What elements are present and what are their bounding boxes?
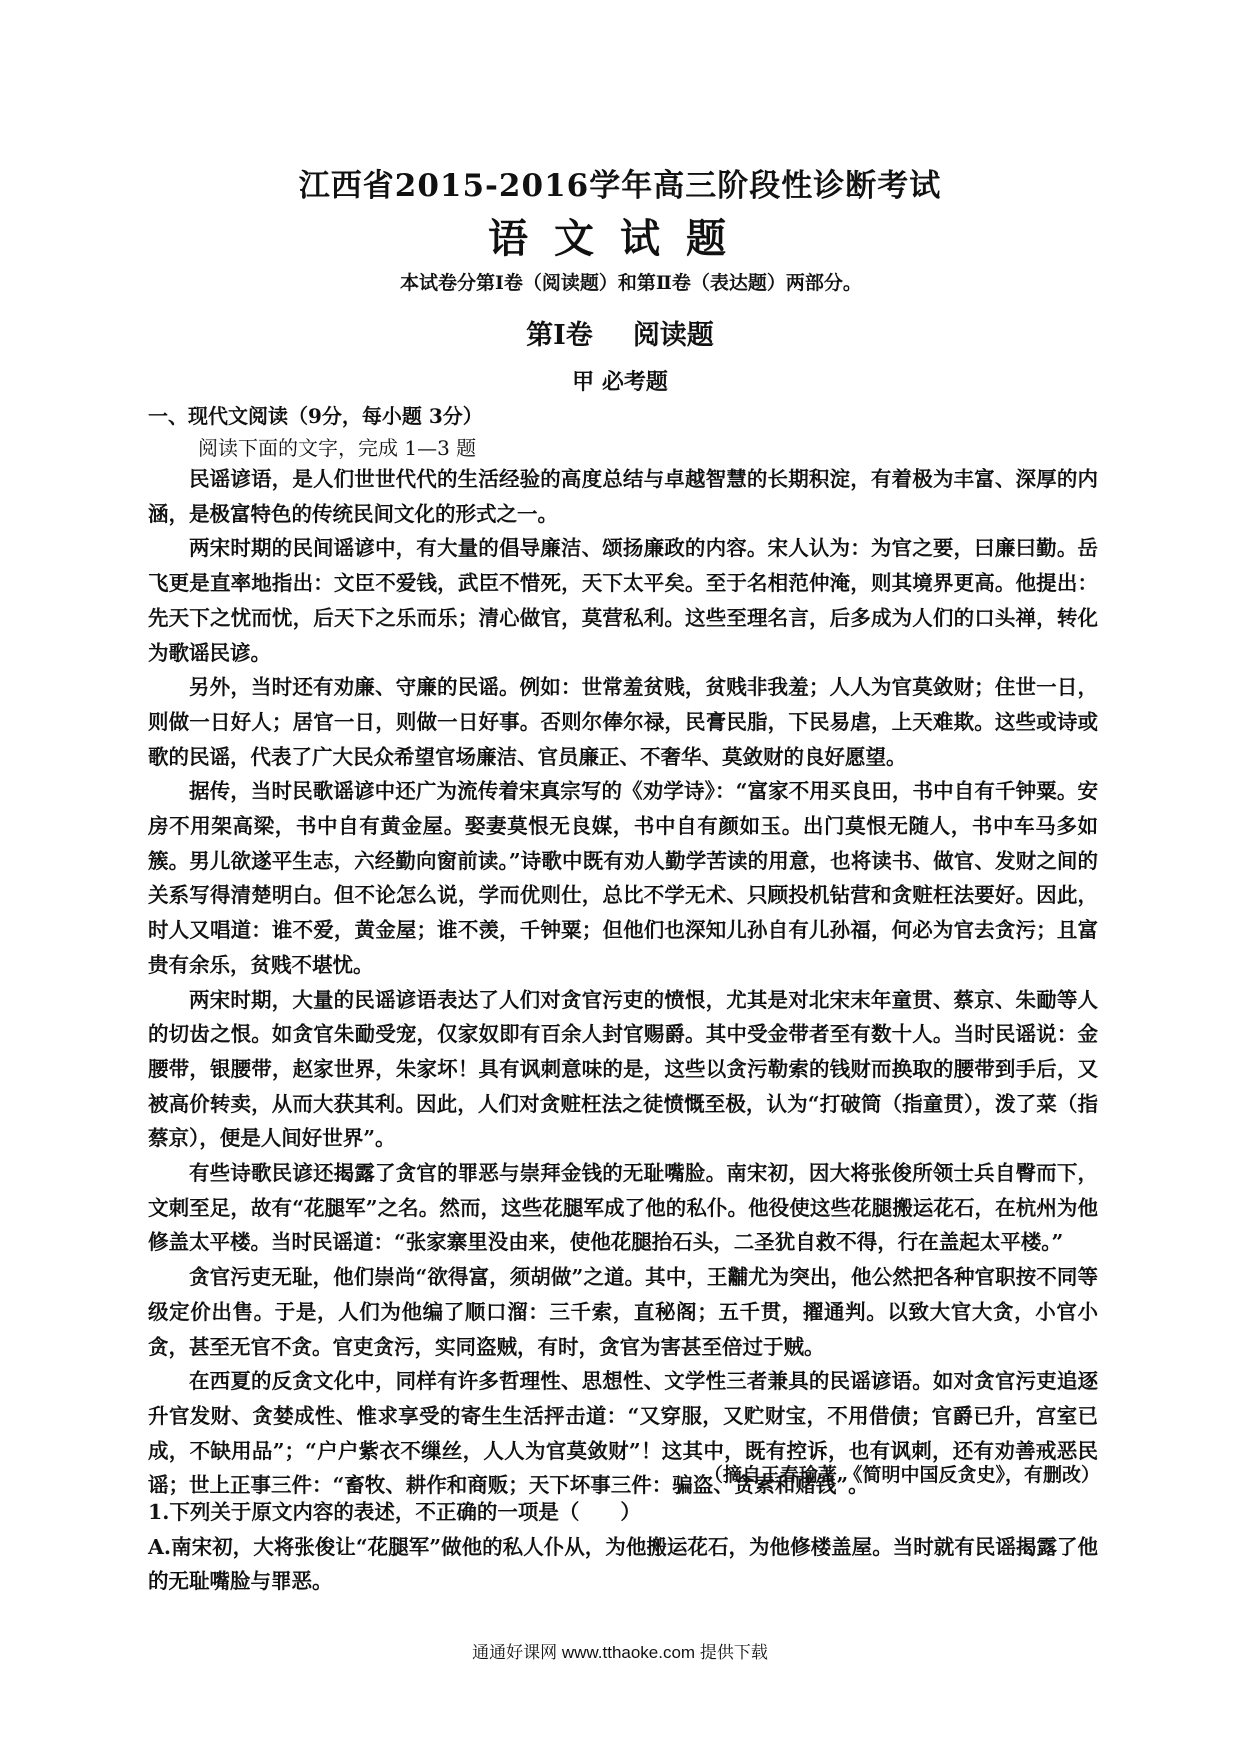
reading-passage xyxy=(148,462,1098,1503)
exam-title: 江西省2015-2016学年高三阶段性诊断考试 xyxy=(298,168,942,204)
question-stem: 1.下列关于原文内容的表述，不正确的一项是（ ） xyxy=(148,1500,641,1524)
passage-source: （摘自王春瑜著 《简明中国反贪史》，有删改） xyxy=(703,1464,1100,1486)
question-option-a: A.南宋初，大将张俊让“花腿军”做他的私人仆从，为他搬运花石，为他修楼盖屋。当时就有民谣揭露了他的无耻嘴脸与罪恶。 xyxy=(148,1534,1098,1594)
passage-paragraph: 有些诗歌民谚还揭露了贪官的罪恶与崇拜金钱的无耻嘴脸。南宋初，因大将张俊所领士兵自臀而下，文刺至足，故有“花腿军”之名。然而，这些花腿军成了他的私仆。他役使这些花腿搬运花石，在杭州为他修盖太平楼。当时民谣道：“张家寨里没由来，使他花腿抬石头，二圣犹自救不得，行在盖起太平楼。” xyxy=(148,1161,1098,1255)
subject-title: 语文试题 xyxy=(488,215,752,262)
volume-name: 阅读题 xyxy=(632,320,714,351)
passage-paragraph: 两宋时期，大量的民谣谚语表达了人们对贪官污吏的愤恨，尤其是对北宋末年童贯、蔡京、朱勔等人的切齿之恨。如贪官朱勔受宠，仅家奴即有百余人封官赐爵。其中受金带者至有数十人。当时民谣说：金腰带，银腰带，赵家世界，朱家坏！具有讽刺意味的是，这些以贪污勒索的钱财而换取的腰带到手后，又被高价转卖，从而大获其利。因此，人们对贪赃枉法之徒愤慨至极，认为“打破筒（指童贯），泼了菜（指蔡京），便是人间好世界”。 xyxy=(148,987,1098,1151)
passage-paragraph: 另外，当时还有劝廉、守廉的民谣。例如：世常羞贫贱，贫贱非我羞；人人为官莫敛财；住世一日，则做一日好人；居官一日，则做一日好事。否则尔俸尔禄，民膏民脂，下民易虐，上天难欺。这些或诗或歌的民谣，代表了广大民众希望官场廉洁、官员廉正、不奢华、莫敛财的良好愿望。 xyxy=(148,675,1098,769)
volume-label: 第Ⅰ卷 xyxy=(526,320,593,351)
page-footer: 通通好课网 www.tthaoke.com 提供下载 xyxy=(472,1643,768,1662)
volume-heading xyxy=(0,313,1240,352)
part-heading: 甲 必考题 xyxy=(572,369,668,395)
exam-structure-note: 本试卷分第Ⅰ卷（阅读题）和第Ⅱ卷（表达题）两部分。 xyxy=(400,272,862,294)
passage-paragraph: 据传，当时民歌谣谚中还广为流传着宋真宗写的《劝学诗》：“富家不用买良田，书中自有千钟粟。安房不用架高梁，书中自有黄金屋。娶妻莫恨无良媒，书中自有颜如玉。出门莫恨无随人，书中车马多如簇。男儿欲遂平生志，六经勤向窗前读。”诗歌中既有劝人勤学苦读的用意，也将读书、做官、发财之间的关系写得清楚明白。但不论怎么说，学而优则仕，总比不学无术、只顾投机钻营和贪赃枉法要好。因此，时人又唱道：谁不爱，黄金屋；谁不羡，千钟粟；但他们也深知儿孙自有儿孙福，何必为官去贪污；且富贵有余乐，贫贱不堪忧。 xyxy=(148,779,1098,977)
question-1 xyxy=(148,1495,1098,1599)
passage-paragraph: 民谣谚语，是人们世世代代的生活经验的高度总结与卓越智慧的长期积淀，有着极为丰富、深厚的内涵，是极富特色的传统民间文化的形式之一。 xyxy=(148,467,1098,526)
passage-paragraph: 两宋时期的民间谣谚中，有大量的倡导廉洁、颂扬廉政的内容。宋人认为：为官之要，曰廉曰勤。岳飞更是直率地指出：文臣不爱钱，武臣不惜死，天下太平矣。至于名相范仲淹，则其境界更高。他提出：先天下之忧而忧，后天下之乐而乐；清心做官，莫营私利。这些至理名言，后多成为人们的口头禅，转化为歌谣民谚。 xyxy=(148,536,1098,665)
passage-paragraph: 贪官污吏无耻，他们崇尚“欲得富，须胡做”之道。其中，王黼尤为突出，他公然把各种官职按不同等级定价出售。于是，人们为他编了顺口溜：三千索，直秘阁；五千贯，擢通判。以致大官大贪，小官小贪，甚至无官不贪。官吏贪污，实同盗贼，有时，贪官为害甚至倍过于贼。 xyxy=(148,1265,1098,1359)
section-heading: 一、现代文阅读（9分，每小题 3分） xyxy=(148,404,483,428)
passage-paragraph: 在西夏的反贪文化中，同样有许多哲理性、思想性、文学性三者兼具的民谣谚语。如对贪官污吏追逐升官发财、贪婪成性、惟求享受的寄生生活抨击道：“又穿服，又贮财宝，不用借债；官爵已升，宫室已成，不缺用品”；“户户紫衣不缫丝，人人为官莫敛财”！这其中，既有控诉，也有讽刺，还有劝善戒恶民谣；世上正事三件：“畜牧、耕作和商贩；天下坏事三件：骗盗、贪索和赌钱”。 xyxy=(148,1369,1098,1498)
section-instruction: 阅读下面的文字，完成 1—3 题 xyxy=(198,436,477,460)
